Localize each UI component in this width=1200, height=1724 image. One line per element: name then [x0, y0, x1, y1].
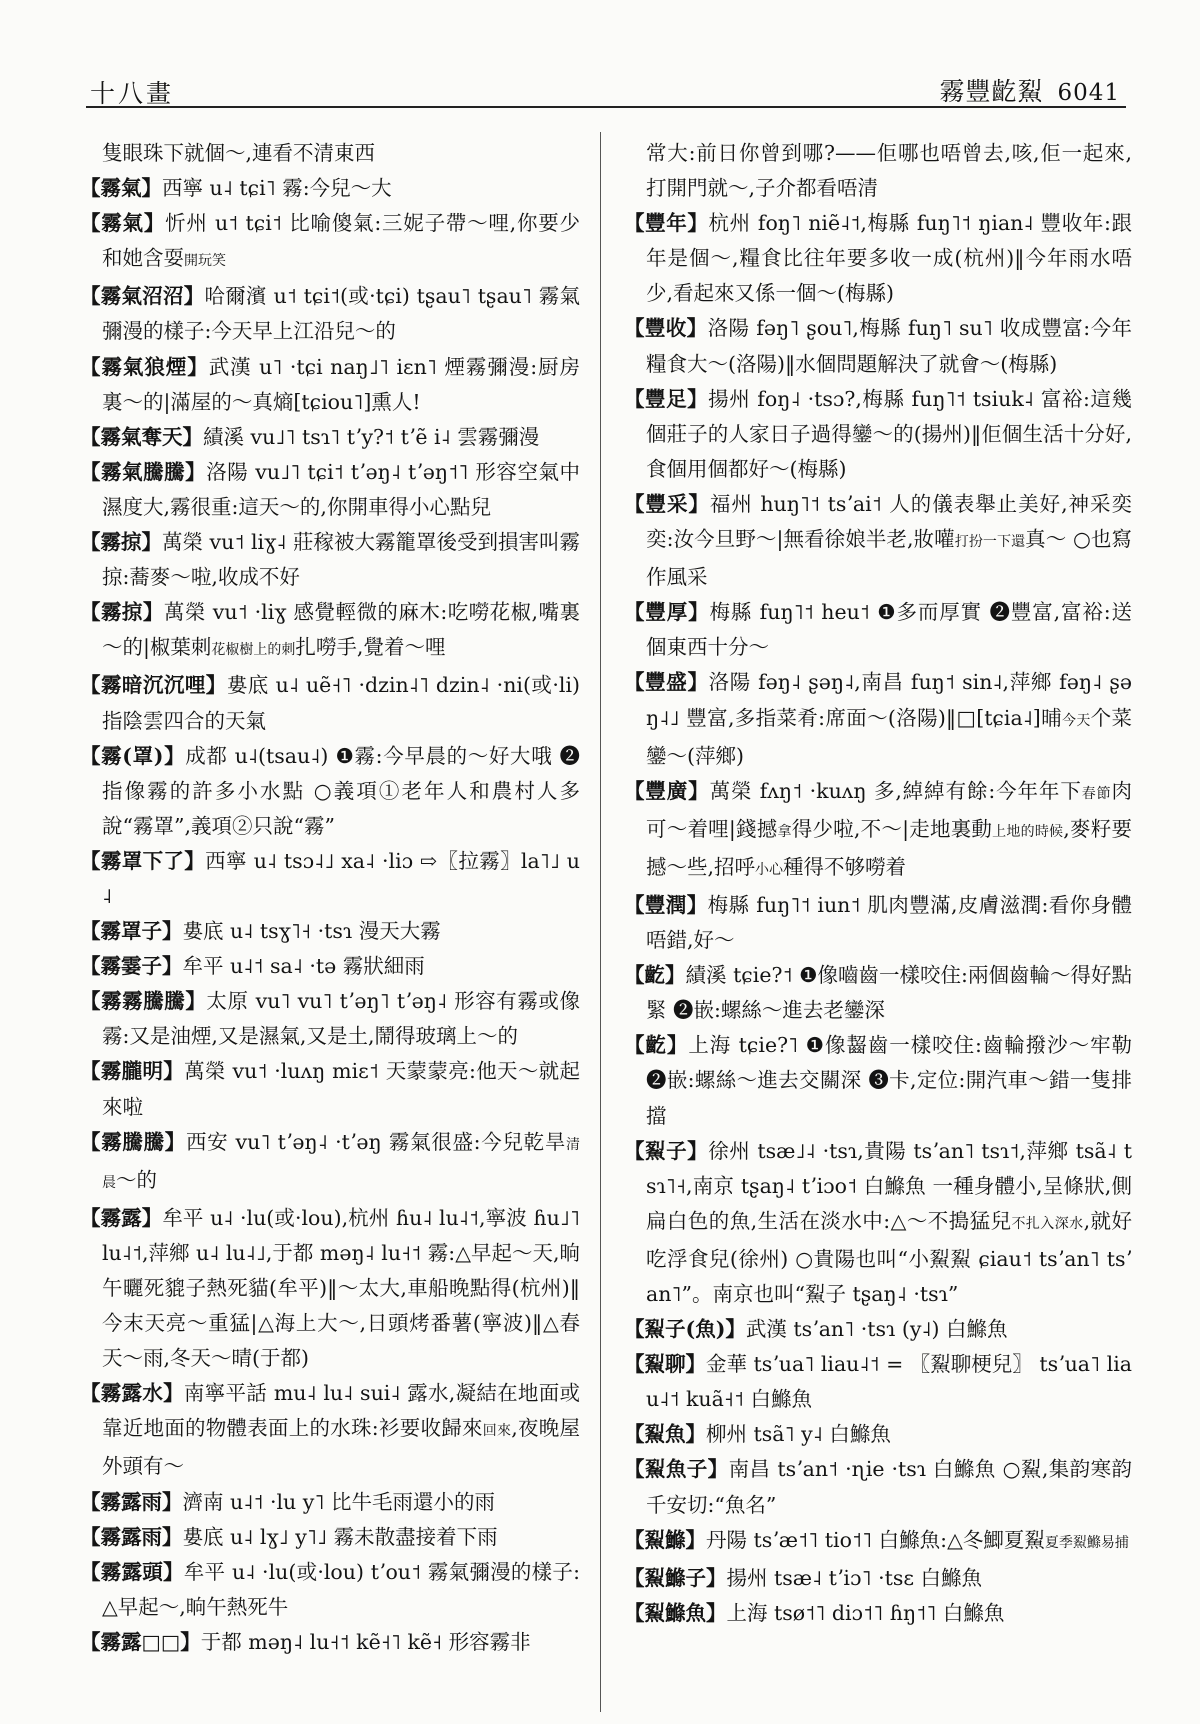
entry-headword: 【齕】 — [624, 1033, 689, 1058]
entry-gloss-note: 上地的時候 — [992, 823, 1064, 840]
entry-headword: 【齕】 — [624, 963, 686, 988]
entry-text: 杭州 foŋ˥ niẽ˨˦,梅縣 fuŋ˥˦ ŋian˨ 豐收年:跟年是個～,糧食比往年要多收一成(杭州)‖今年雨水唔少,看起來又係一個～(梅縣) — [646, 211, 1132, 306]
entry-headword: 【霧朧明】 — [80, 1059, 185, 1084]
entry-headword: 【豐潤】 — [624, 892, 708, 917]
entry-text: 徐州 tsæ˩˨ ·tsɿ,貴陽 tsʼan˥ tsɿ˦,萍鄉 tsã˨ tsɿ˥˧,南京 tʂaŋ˨ tʼiɔo˦ 白鰷魚 一種身體小,呈條狀,側扁白色的魚,生活在淡水中:△～不搗猛兒 — [646, 1138, 1132, 1233]
dictionary-entry — [80, 1555, 580, 1625]
entry-headword: 【霧露雨】 — [80, 1489, 183, 1514]
entry-text: 梅縣 fuŋ˥˦ heu˦ ❶多而厚實 ❷豐富,富裕:送個東西十分～ — [646, 600, 1132, 660]
entry-text: 婁底 u˨ uẽ˧˥ ·dzin˨˥ dzin˨ ·ni(或·li) 指陰雲四合的天氣 — [102, 673, 580, 733]
entry-text: 萬榮 fʌŋ˦ ·kuʌŋ 多,綽綽有餘:今年年下 — [709, 778, 1082, 803]
dictionary-entry — [80, 949, 580, 984]
dictionary-entry — [80, 279, 580, 349]
entry-text: ,夜晚屋外頭有～ — [102, 1416, 580, 1479]
entry-text: 萬榮 vu˦ liɣ˨ 莊稼被大霧籠罩後受到損害叫霧掠:蕎麥～啦,收成不好 — [102, 530, 580, 590]
entry-text: 濟南 u˨˦ ·lu y˥ 比牛毛雨還小的雨 — [182, 1489, 495, 1514]
entry-gloss-note: 夏季鮤鰷易捕 — [1044, 1534, 1129, 1551]
dictionary-entry — [80, 455, 580, 525]
entry-text: 丹陽 tsʼæ˦˥ tio˦˥ 白鰷魚:△冬鯽夏鮤 — [706, 1527, 1045, 1552]
dictionary-entry — [80, 844, 580, 914]
entry-headword: 【鮤聊】 — [624, 1352, 706, 1377]
dictionary-entry — [624, 206, 1132, 311]
entry-text: 牟平 u˨ ·lu(或·lou),杭州 ɦu˨ lu˨˦,寧波 ɦu˩˥ lu˨˦,萍鄉 u˨ lu˨˩,于都 məŋ˨ lu˧˦ 霧:△早起～天,晌午曬死貔子熱死貓(牟平)‖～太大,車船晚點得(杭州)‖今末天亮～重猛|△海上大～,日頭烤番薯(寧波)‖△春天～雨,冬天～晴(于都) — [102, 1205, 580, 1371]
entry-text: 婁底 u˨ lɣ˩ y˥˩ 霧未散盡接着下雨 — [182, 1524, 498, 1549]
entry-text: 牟平 u˨˦ sa˨ ·tə 霧狀細雨 — [182, 954, 425, 979]
entry-text: ,就好吃浮食兒(徐州) ○貴陽也叫“小鮤鮤 ɕiau˦ tsʼan˥ tsʼan˥”。南京也叫“鮤子 tʂaŋ˨ ·tsɿ” — [646, 1208, 1132, 1306]
entry-headword: 【霧露□□】 — [80, 1629, 201, 1654]
dictionary-entry — [80, 984, 580, 1054]
dictionary-entry — [624, 136, 1132, 206]
dictionary-entry — [80, 595, 580, 668]
entry-text: ,麥籽要撼～些,招呼 — [646, 816, 1132, 879]
page-header — [86, 64, 1126, 108]
dictionary-entry — [624, 1561, 1132, 1596]
entry-text: 柳州 tsã˥ y˨ 白鰷魚 — [706, 1422, 891, 1447]
entry-text: 種得不够嘮着 — [783, 854, 907, 879]
dictionary-entry — [624, 774, 1132, 888]
entry-headword: 【霧氣奪天】 — [80, 424, 203, 449]
entry-text: 揚州 tsæ˨ tʼiɔ˥ ·tsɛ 白鰷魚 — [726, 1565, 982, 1590]
entry-headword: 【鮤鰷】 — [624, 1527, 706, 1552]
entry-headword: 【鮤魚子】 — [624, 1457, 729, 1482]
entry-headword: 【霧罩下了】 — [80, 848, 206, 873]
entry-headword: 【霧露】 — [80, 1205, 163, 1230]
entry-text: 婁底 u˨ tsɣ˥˧ ·tsɿ 漫天大霧 — [182, 919, 441, 944]
entry-headword: 【鮤鰷子】 — [624, 1565, 727, 1590]
entry-headword: 【豐收】 — [624, 316, 708, 341]
entry-text: 洛陽 fəŋ˥ ʂou˥,梅縣 fuŋ˥ su˥ 收成豐富:今年糧食大～(洛陽)‖水個問題解決了就會～(梅縣) — [646, 316, 1132, 376]
dictionary-entry — [624, 487, 1132, 595]
entry-headword: 【霧露雨】 — [80, 1524, 183, 1549]
entry-text: 扎嘮手,覺着～哩 — [295, 635, 446, 660]
entry-headword: 【豐年】 — [624, 211, 709, 236]
entry-gloss-note: 不扎入深水 — [1011, 1215, 1084, 1232]
dictionary-entry — [624, 958, 1132, 1028]
entry-headword: 【豐采】 — [624, 491, 710, 516]
entry-text: 洛陽 fəŋ˨ ʂəŋ˨,南昌 fuŋ˦ sin˨,萍鄉 fəŋ˨ ʂəŋ˨˩ 豐富,多指菜肴:席面～(洛陽)‖□[tɕia˨]晡 — [646, 670, 1132, 730]
entry-text: 梅縣 fuŋ˥˦ iun˦ 肌肉豐滿,皮膚滋潤:看你身體唔錯,好～ — [646, 892, 1132, 953]
dictionary-entry — [624, 1523, 1132, 1561]
entry-headword: 【霧騰騰】 — [80, 1129, 186, 1154]
dictionary-entry — [80, 1125, 580, 1201]
entry-text: 哈爾濱 u˦ tɕi˦(或·tɕi) tʂau˥ tʂau˥ 霧氣彌漫的樣子:今天早上江沿兒～的 — [102, 284, 580, 344]
entry-text: 西安 vu˥ tʼəŋ˨ ·tʼəŋ 霧氣很盛:今兒乾旱 — [185, 1129, 567, 1154]
entry-text: 常大:前日你曾到哪?——佢哪也唔曾去,咳,佢一起來,打開門就～,子介都看唔清 — [646, 141, 1132, 201]
page-number: 6041 — [1057, 80, 1120, 106]
dictionary-entry — [624, 1452, 1132, 1522]
entry-headword: 【霧氣】 — [80, 176, 162, 201]
dictionary-entry — [80, 914, 580, 949]
entry-gloss-note: 今天 — [1061, 712, 1091, 729]
entry-gloss-note: 回來 — [482, 1423, 512, 1440]
entry-text: 萬榮 vu˦ ·liɣ 感覺輕微的麻木:吃嘮花椒,嘴裏～的|椒葉刺 — [102, 600, 580, 660]
dictionary-entry — [80, 1376, 580, 1484]
entry-text: 个菜鑾～(萍鄉) — [646, 705, 1132, 768]
entry-headword: 【霧掠】 — [80, 600, 164, 625]
dictionary-entry — [80, 206, 580, 279]
right-column — [624, 136, 1132, 1716]
entry-headword: 【霧氣沼沼】 — [80, 284, 205, 309]
entry-headword: 【霧掠】 — [80, 530, 163, 555]
dictionary-entry — [80, 1485, 580, 1520]
entry-text: 績溪 vu˩˥ tsɿ˥ tʼy?˦ tʼẽ i˨ 雲霧彌漫 — [203, 424, 540, 449]
entry-text: 上海 tɕie?˥ ❶像齧齒一樣咬住:齒輪撥沙～牢勒 ❷嵌:螺絲～進去交關深 ❸卡,定位:開汽車～錯一隻排擋 — [646, 1033, 1132, 1128]
dictionary-entry — [80, 350, 580, 420]
dictionary-entry — [624, 1347, 1132, 1417]
dictionary-entry — [80, 1054, 580, 1124]
entry-text: 金華 tsʼua˥ liau˨˦ = 〖鮤聊梗兒〗 tsʼua˥ liau˨˦ kuã˧˦ 白鰷魚 — [646, 1352, 1132, 1412]
entry-headword: 【鮤子(魚)】 — [624, 1317, 746, 1342]
dictionary-entry — [624, 665, 1132, 773]
entry-headword: 【鮤魚】 — [624, 1422, 706, 1447]
dictionary-entry — [80, 420, 580, 455]
entry-text: 得少啦,不～|走地裏動 — [791, 816, 993, 841]
entry-text: 南寧平話 mu˨ lu˨ sui˨ 露水,凝結在地面或靠近地面的物體表面上的水珠:衫要收歸來 — [102, 1381, 580, 1441]
column-divider — [600, 132, 601, 1712]
entry-headword: 【鮤子】 — [624, 1138, 709, 1163]
dictionary-entry — [624, 311, 1132, 381]
header-chars: 霧豐齕鮤 — [939, 77, 1044, 106]
entry-headword: 【霧氣騰騰】 — [80, 459, 207, 484]
entry-headword: 【鮤鰷魚】 — [624, 1600, 727, 1625]
entry-gloss-note: 打扮一下還 — [954, 534, 1026, 551]
dictionary-entry — [80, 1520, 580, 1555]
entry-gloss-note: 春節 — [1081, 785, 1112, 802]
entry-text: 忻州 u˦ tɕi˦ 比喻傻氣:三妮子帶～哩,你要少和她含耍 — [102, 211, 580, 271]
header-right — [939, 72, 1120, 108]
dictionary-entry — [80, 1201, 580, 1376]
entry-headword: 【霧氣狼煙】 — [80, 354, 209, 379]
entry-gloss-note: 拿 — [777, 823, 792, 840]
dictionary-entry — [624, 595, 1132, 665]
entry-text: 揚州 foŋ˨ ·tsɔ?,梅縣 fuŋ˥˦ tsiuk˨ 富裕:這幾個莊子的人家日子過得鑾～的(揚州)‖佢個生活十分好,食個用個都好～(梅縣) — [646, 386, 1132, 481]
entry-text: 真～ ○也寫作風采 — [646, 527, 1132, 590]
entry-text: 牟平 u˨ ·lu(或·lou) tʼou˦ 霧氣彌漫的樣子:△早起～,晌午熱死牛 — [102, 1559, 580, 1619]
dictionary-entry — [80, 171, 580, 206]
dictionary-entry — [80, 668, 580, 738]
entry-gloss-note: 花椒樹上的刺 — [211, 642, 296, 659]
entry-text: 成都 u˨(tsau˨) ❶霧:今早晨的～好大哦 ❷指像霧的許多小水點 ○義項①老年人和農村人多說“霧罩”,義項②只說“霧” — [102, 743, 580, 838]
entry-headword: 【霧氣】 — [80, 211, 166, 236]
dictionary-entry — [624, 1028, 1132, 1133]
entry-gloss-note: 清晨 — [102, 1136, 580, 1191]
entry-headword: 【霧霧騰騰】 — [80, 989, 207, 1014]
entry-gloss-note: 小心 — [755, 861, 784, 878]
entry-text: 萬榮 vu˦ ·luʌŋ miɛ˦ 天蒙蒙亮:他天～就起來啦 — [102, 1059, 580, 1119]
entry-text: 武漢 u˥ ·tɕi naŋ˩˥ iɛn˥ 煙霧彌漫:厨房裏～的|滿屋的～真熵[tɕiou˥]熏人! — [102, 354, 580, 414]
dictionary-entry — [624, 888, 1132, 958]
entry-headword: 【豐厚】 — [624, 600, 710, 625]
dictionary-entry — [624, 1312, 1132, 1347]
entry-text: 于都 məŋ˨ lu˧˦ kẽ˧˥ kẽ˧ 形容霧非 — [200, 1629, 531, 1654]
entry-text: 肉可～着哩|錢撼 — [646, 778, 1132, 841]
entry-headword: 【豐足】 — [624, 386, 709, 411]
entry-text: 南昌 tsʼan˦ ·ɳie ·tsɿ 白鰷魚 ○鮤,集韵寒韵千安切:“魚名” — [646, 1457, 1132, 1517]
dictionary-entry — [80, 136, 580, 171]
entry-text: 西寧 u˨ tɕi˥ 霧:今兒～大 — [162, 176, 392, 201]
section-label: 十八畫 — [90, 79, 175, 108]
entry-text: 福州 huŋ˥˦ tsʼai˦ 人的儀表舉止美好,神采奕奕:汝今旦野～|無看徐娘半老,妝嚾 — [646, 491, 1132, 552]
entry-headword: 【霧露水】 — [80, 1381, 184, 1406]
entry-headword: 【霧露頭】 — [80, 1559, 184, 1584]
dictionary-entry — [624, 382, 1132, 487]
entry-text: 績溪 tɕie?˦ ❶像嚙齒一樣咬住:兩個齒輪～得好點緊 ❷嵌:螺絲～進去老鑾深 — [646, 963, 1132, 1023]
dictionary-entry — [80, 739, 580, 844]
dictionary-entry — [80, 525, 580, 595]
dictionary-entry — [624, 1596, 1132, 1631]
entry-text: 西寧 u˨ tsɔ˨˩ xa˨ ·liɔ ⇨〖拉霧〗la˥˩ u˨ — [102, 848, 580, 908]
entry-headword: 【霧(罩)】 — [80, 743, 186, 768]
entry-text: 洛陽 vu˩˥ tɕi˦ tʼəŋ˨ tʼəŋ˦˥ 形容空氣中濕度大,霧很重:這天～的,你開車得小心點兒 — [102, 459, 580, 519]
entry-headword: 【霧霎子】 — [80, 954, 183, 979]
entry-headword: 【豐盛】 — [624, 670, 709, 695]
entry-text: 太原 vu˥ vu˥ tʼəŋ˥ tʼəŋ˨ 形容有霧或像霧:又是油煙,又是濕氣,又是土,鬧得玻璃上～的 — [102, 989, 580, 1049]
dictionary-entry — [80, 1625, 580, 1660]
dictionary-entry — [624, 1134, 1132, 1312]
entry-text: 武漢 tsʼan˥ ·tsɿ (y˨) 白鰷魚 — [745, 1317, 1008, 1342]
left-column — [80, 136, 580, 1716]
dictionary-entry — [624, 1417, 1132, 1452]
entry-gloss-note: 開玩笑 — [184, 253, 226, 270]
entry-text: 隻眼珠下就個～,連看不清東西 — [102, 141, 376, 165]
entry-text: ～的 — [116, 1167, 157, 1192]
entry-text: 上海 tsø˦˥ diɔ˦˥ ɦŋ˦˥ 白鰷魚 — [726, 1600, 1005, 1625]
entry-headword: 【霧暗沉沉哩】 — [80, 673, 227, 698]
entry-headword: 【豐廣】 — [624, 778, 710, 803]
entry-headword: 【霧罩子】 — [80, 919, 183, 944]
